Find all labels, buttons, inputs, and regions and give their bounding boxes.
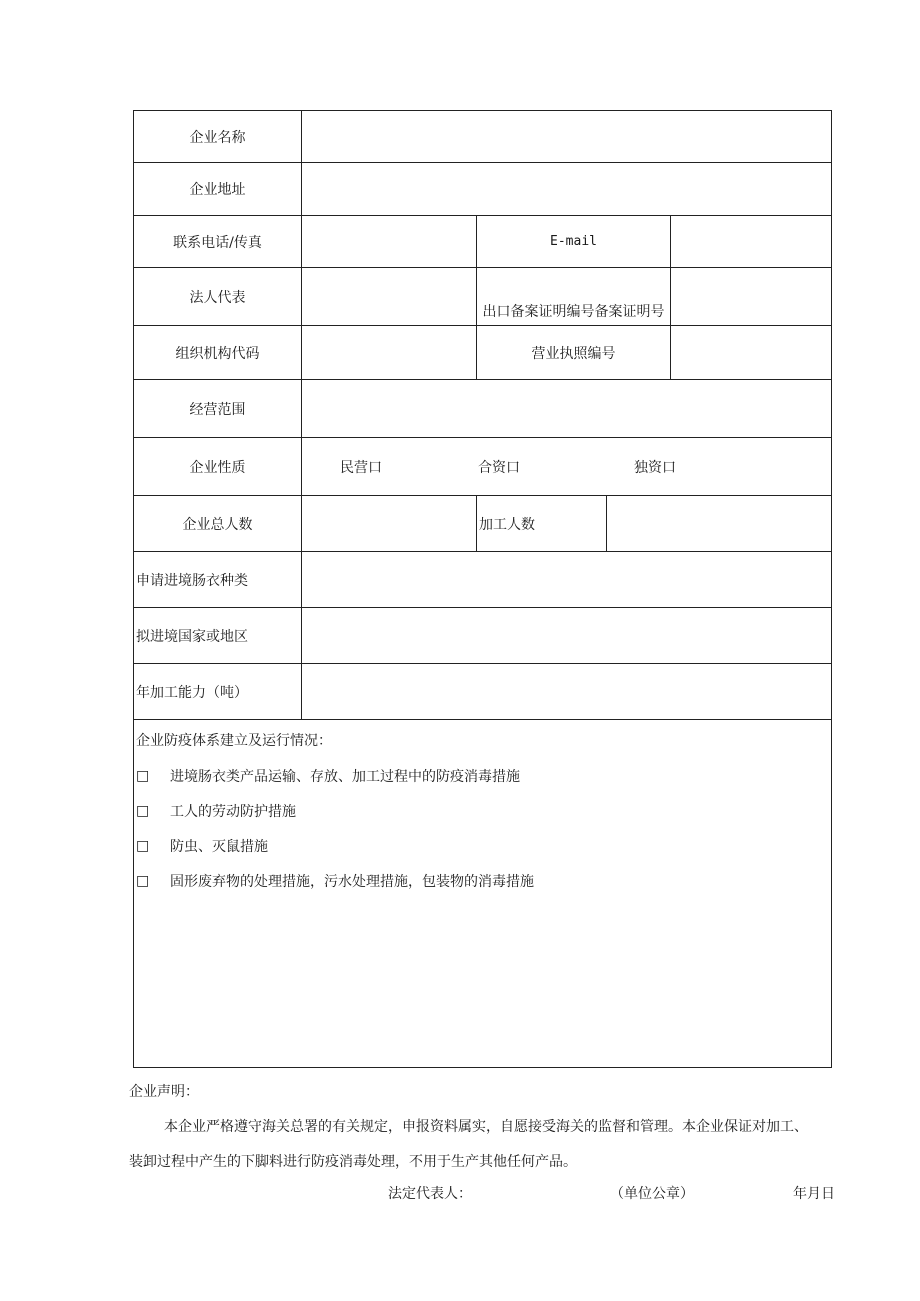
row-phone-email [134,216,832,268]
phone-fax-field[interactable] [302,216,477,268]
row-casing-type [134,552,832,608]
nature-option-sole[interactable]: 独资口 [634,459,676,476]
epidemic-item-pest[interactable] [136,836,831,856]
company-address-field[interactable] [302,163,832,216]
total-staff-label: 企业总人数 [134,496,302,552]
checkbox-icon[interactable]: □ [136,803,150,819]
row-nature [134,438,832,496]
capacity-label: 年加工能力（吨） [134,664,302,720]
checkbox-icon[interactable]: □ [136,768,150,784]
nature-option-private[interactable]: 民营口 [340,459,382,476]
row-org-code [134,326,832,380]
company-name-label: 企业名称 [134,111,302,163]
epidemic-item-text: 防虫、灭鼠措施 [170,839,268,855]
export-record-label: 出口备案证明编号备案证明号 [477,268,671,326]
business-scope-field[interactable] [302,380,832,438]
casing-type-label: 申请进境肠衣种类 [134,552,302,608]
origin-field[interactable] [302,608,832,664]
org-code-label: 组织机构代码 [134,326,302,380]
company-name-field[interactable] [302,111,832,163]
legal-rep-field[interactable] [302,268,477,326]
business-scope-label: 经营范围 [134,380,302,438]
email-label: E-mail [477,216,671,268]
license-label: 营业执照编号 [477,326,671,380]
capacity-field[interactable] [302,664,832,720]
row-business-scope [134,380,832,438]
email-field[interactable] [671,216,832,268]
row-capacity [134,664,832,720]
nature-label: 企业性质 [134,438,302,496]
org-code-field[interactable] [302,326,477,380]
checkbox-icon[interactable]: □ [136,838,150,854]
nature-option-joint[interactable]: 合资口 [478,459,520,476]
checkbox-icon[interactable]: □ [136,873,150,889]
row-epidemic [134,720,832,1068]
epidemic-item-transport[interactable] [136,766,831,786]
declaration-title: 企业声明： [129,1084,199,1100]
processing-staff-field[interactable] [607,496,832,552]
legal-rep-signature-label: 法定代表人： [388,1186,472,1202]
date-label: 年月日 [793,1186,835,1202]
seal-label: （单位公章） [610,1186,694,1202]
total-staff-field[interactable] [302,496,477,552]
license-field[interactable] [671,326,832,380]
row-legal-rep [134,268,832,326]
epidemic-item-labor[interactable] [136,801,831,821]
row-staff [134,496,832,552]
casing-type-field[interactable] [302,552,832,608]
export-record-field[interactable] [671,268,832,326]
epidemic-item-text: 进境肠衣类产品运输、存放、加工过程中的防疫消毒措施 [170,769,520,785]
epidemic-section [134,720,832,1068]
epidemic-title: 企业防疫体系建立及运行情况： [136,733,332,749]
nature-options [302,438,832,496]
phone-fax-label: 联系电话/传真 [134,216,302,268]
epidemic-item-text: 固形废弃物的处理措施，污水处理措施，包装物的消毒措施 [170,874,534,890]
epidemic-item-text: 工人的劳动防护措施 [170,804,296,820]
legal-rep-label: 法人代表 [134,268,302,326]
processing-staff-label: 加工人数 [477,496,607,552]
company-address-label: 企业地址 [134,163,302,216]
row-company-address [134,163,832,216]
declaration-line-1: 本企业严格遵守海关总署的有关规定，申报资料属实，自愿接受海关的监督和管理。本企业保证对加工、 [164,1119,808,1135]
epidemic-item-waste[interactable] [136,871,831,891]
row-origin [134,608,832,664]
declaration-line-2: 装卸过程中产生的下脚料进行防疫消毒处理，不用于生产其他任何产品。 [129,1154,577,1170]
application-form-table [133,110,832,1068]
row-company-name [134,111,832,163]
origin-label: 拟进境国家或地区 [134,608,302,664]
